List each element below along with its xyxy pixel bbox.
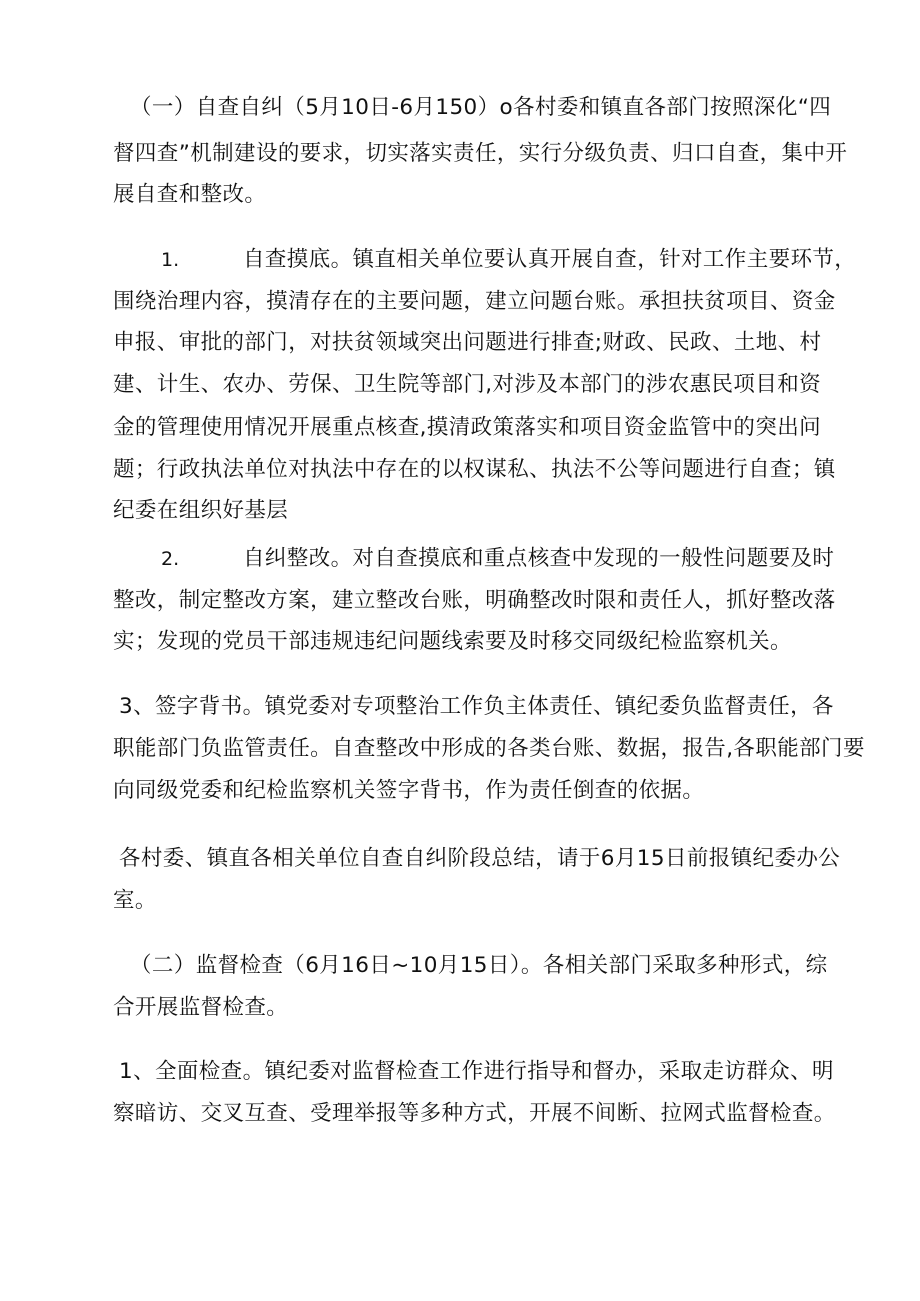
section-2-item-1-line-1: 1、全面检查。镇纪委对监督检查工作进行指导和督办，采取走访群众、明: [119, 1059, 834, 1084]
item-3-line-2: 职能部门负监管责任。自查整改中形成的各类台账、数据，报告,各职能部门要: [113, 736, 865, 761]
item-3-line-3: 向同级党委和纪检监察机关签字背书，作为责任倒查的依据。: [113, 778, 705, 803]
item-1-number: 1.: [161, 249, 180, 271]
section-2-item-1-line-2: 察暗访、交叉互查、受理举报等多种方式，开展不间断、拉网式监督检查。: [113, 1101, 836, 1126]
item-2-line-3: 实；发现的党员干部违规违纪问题线索要及时移交同级纪检监察机关。: [113, 629, 792, 654]
section-1-line-1: （一）自查自纠（5月10日-6月150）o各村委和镇直各部门按照深化“四: [130, 95, 832, 120]
section-1-line-3: 展自查和整改。: [113, 182, 267, 207]
item-1-line-6: 题；行政执法单位对执法中存在的以权谋私、执法不公等问题进行自查；镇: [113, 457, 836, 482]
item-1-line-2: 围绕治理内容，摸清存在的主要问题，建立问题台账。承担扶贫项目、资金: [113, 289, 836, 314]
item-2-number: 2.: [161, 548, 180, 570]
item-1-line-1: 自查摸底。镇直相关单位要认真开展自查，针对工作主要环节，: [243, 247, 857, 272]
item-1-line-7: 纪委在组织好基层: [113, 498, 289, 523]
item-1-line-4: 建、计生、农办、劳保、卫生院等部门,对涉及本部门的涉农惠民项目和资: [113, 372, 822, 397]
section-2-line-2: 合开展监督检查。: [113, 995, 289, 1020]
section-1-line-2: 督四查”机制建设的要求，切实落实责任，实行分级负责、归口自查，集中开: [113, 141, 848, 166]
summary-line-1: 各村委、镇直各相关单位自查自纠阶段总结，请于6月15日前报镇纪委办公: [119, 846, 841, 871]
item-2-line-2: 整改，制定整改方案，建立整改台账，明确整改时限和责任人，抓好整改落: [113, 588, 836, 613]
item-1-line-3: 申报、审批的部门，对扶贫领域突出问题进行排查;财政、民政、土地、村: [113, 330, 822, 355]
section-2-line-1: （二）监督检查（6月16日~10月15日）。各相关部门采取多种形式，综: [130, 953, 828, 978]
item-2-line-1: 自纠整改。对自查摸底和重点核查中发现的一般性问题要及时: [243, 546, 835, 571]
item-1-line-5: 金的管理使用情况开展重点核查,摸清政策落实和项目资金监管中的突出问: [113, 415, 822, 440]
item-3-line-1: 3、签字背书。镇党委对专项整治工作负主体责任、镇纪委负监督责任，各: [119, 694, 834, 719]
summary-line-2: 室。: [113, 888, 157, 913]
